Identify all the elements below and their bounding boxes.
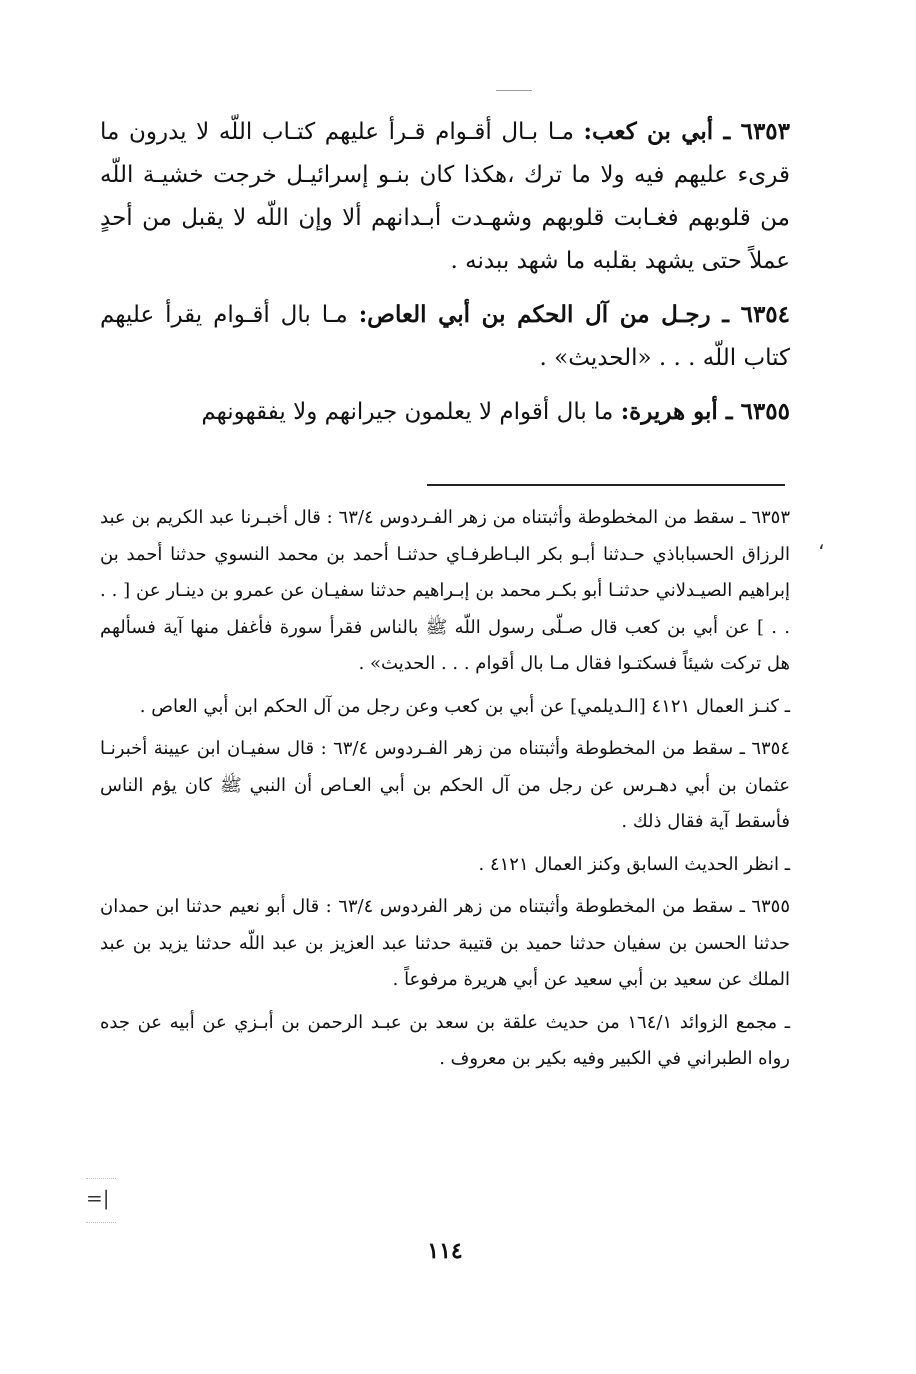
footnote-6354-source: ـ انظر الحديث السابق وكنز العمال ٤١٢١ .: [478, 853, 790, 875]
margin-dotted-rule-upper: [86, 1178, 116, 1179]
hadith-6354: [100, 293, 790, 380]
margin-mark-left: =|: [86, 1186, 110, 1210]
hadith-6353-lead: ٦٣٥٣ ـ أبي بن كعب:: [583, 118, 791, 145]
footnote-6355: ٦٣٥٥ ـ سقط من المخطوطة وأثبتناه من زهر الفردوس ٦٣/٤ : قال أبو نعيم حدثنا ابن حمدان حدثنا الحسن بن سفيان حدثنا حميد بن قتيبة حدثنا عبد العزيز بن عبد اللّه حدثنا يزيد بن عبد الملك عن سعيد بن أبي سعيد عن أبي هريرة مرفوعاً .: [100, 896, 790, 990]
margin-mark-right: ،: [818, 530, 825, 554]
hadith-6353-body: مـا بـال أقـوام قـرأ عليهم كتـاب اللّه لا يدرون ما قرىء عليهم فيه ولا ما ترك ،هكذا كان بنـو إسرائيـل خرجت خشيـة اللّه من قلوبهم فغـابت قلوبهم وشهـدت أبـدانهم ألا وإن اللّه لا يقبل من أحدٍ عملاً حتى يشهد بقلبه ما شهد ببدنه .: [100, 119, 790, 274]
main-text-block: [100, 110, 790, 444]
footnote-6354: ٦٣٥٤ ـ سقط من المخطوطة وأثبتناه من زهر الفـردوس ٦٣/٤ : قال سفيـان ابن عيينة أخبرنـا عثمان بن أبي دهـرس عن رجل من آل الحكم بن أبي العـاص أن النبي ﷺ كان يؤم الناس فأسقط آية فقال ذلك .: [100, 738, 790, 832]
footnotes-block: [100, 500, 790, 1084]
footnote-divider: [427, 484, 785, 486]
hadith-6353: [100, 110, 790, 283]
page-number: ١١٤: [427, 1238, 463, 1264]
margin-dotted-rule-lower: [86, 1222, 116, 1223]
footnote-6353: ٦٣٥٣ ـ سقط من المخطوطة وأثبتناه من زهر الفـردوس ٦٣/٤ : قال أخبـرنا عبد الكريم بن عبد الرزاق الحسباباذي حـدثنا أبـو بكر البـاطرفـاي حدثنـا أحمد بن محمد النسوي حدثنا أحمد بن إبراهيم الصيـدلاني حدثنـا أبو بكـر محمد بن إبـراهيم حدثنا سفيـان عن عمرو بن دينـار عن [ . . . . ] عن أبي بن كعب قال صـلّى رسول اللّه ﷺ بالناس فقرأ سورة فأغفل منها آية فسألهم هل تركت شيئاً فسكتـوا فقال مـا بال أقوام . . . الحديث» .: [100, 507, 790, 674]
hadith-6355-lead: ٦٣٥٥ ـ أبو هريرة:: [620, 398, 790, 425]
hadith-6355: [100, 390, 790, 434]
hadith-6354-lead: ٦٣٥٤ ـ رجـل من آل الحكم بن أبي العاص:: [358, 301, 791, 328]
footnote-6353-source: ـ كنـز العمال ٤١٢١ [الـديلمي] عن أبي بن كعب وعن رجل من آل الحكم ابن أبي العاص .: [139, 695, 790, 717]
top-rule-mark: [496, 90, 532, 91]
hadith-6354-body: مـا بال أقـوام يقرأ عليهم كتاب اللّه . . . «الحديث» .: [100, 302, 790, 371]
hadith-6355-body: ما بال أقوام لا يعلمون جيرانهم ولا يفقهونهم: [201, 399, 614, 425]
footnote-6355-source: ـ مجمع الزوائد ١٦٤/١ من حديث علقة بن سعد بن عبـد الرحمن بن أبـزي عن أبيه عن جده رواه الطبراني في الكبير وفيه بكير بن معروف .: [100, 1011, 790, 1069]
